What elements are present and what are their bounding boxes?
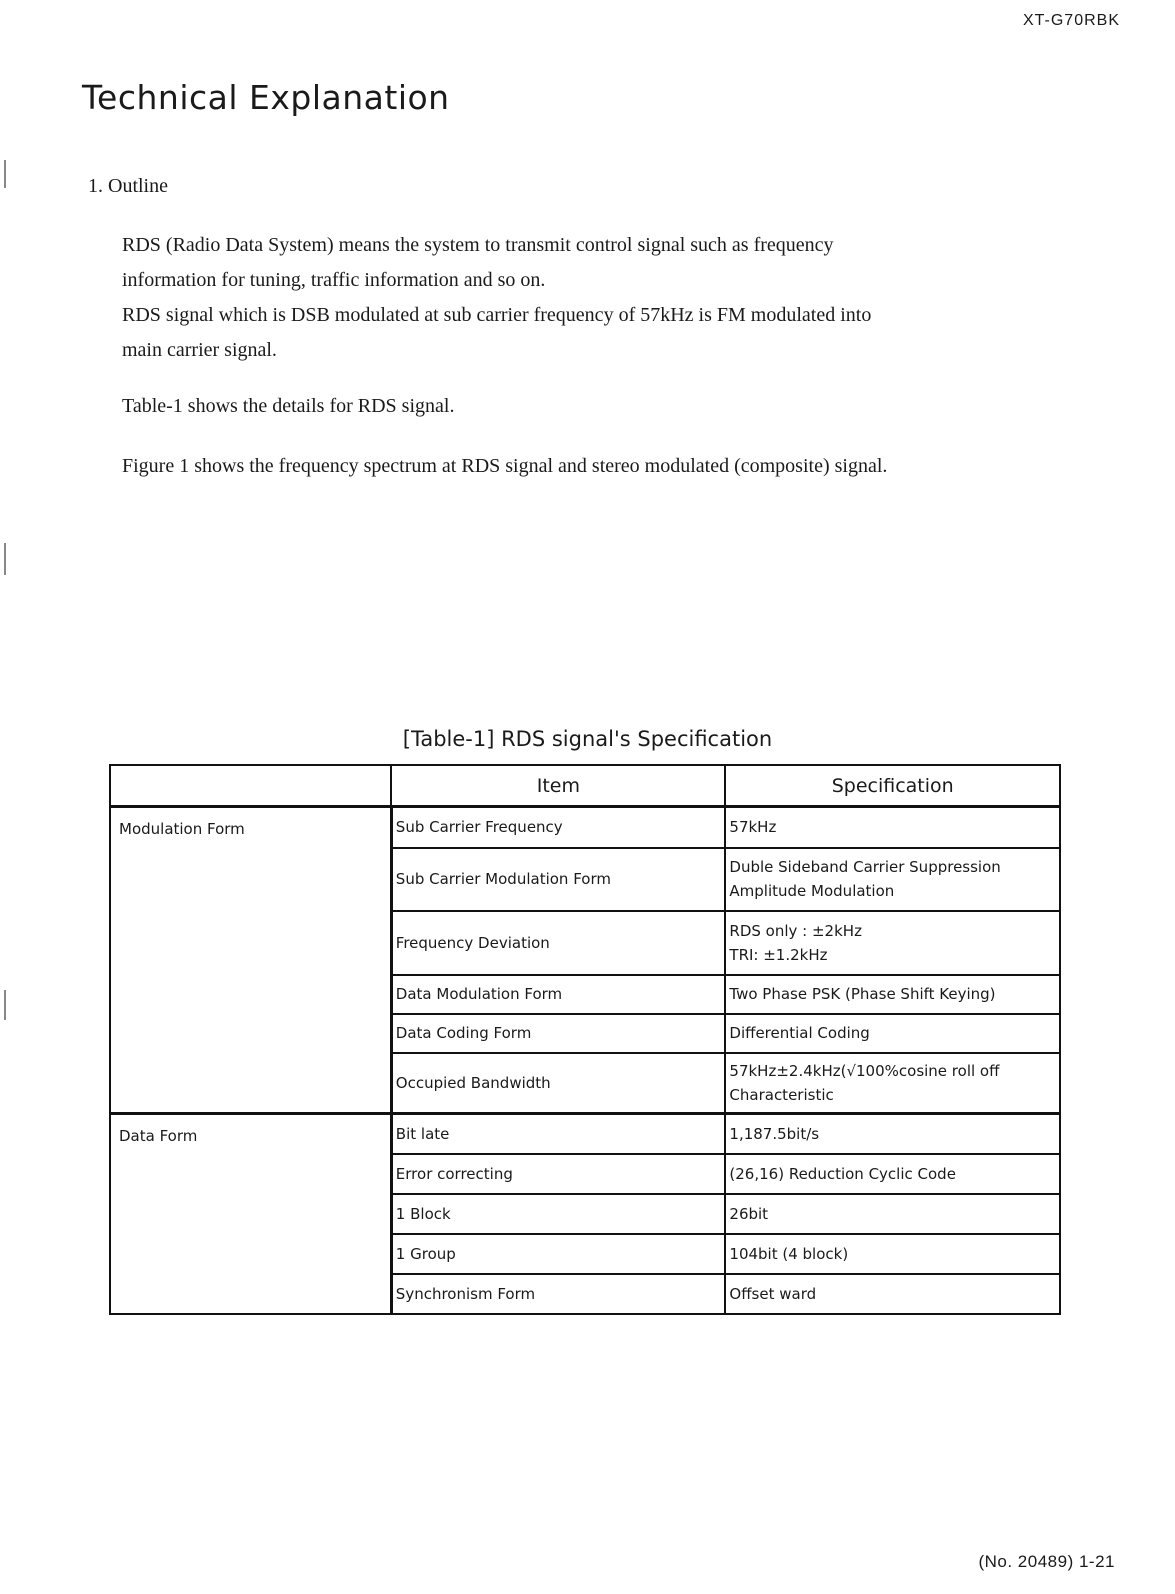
spec-cell <box>725 1053 1060 1114</box>
spec-cell <box>725 911 1060 975</box>
item-cell: Occupied Bandwidth <box>391 1053 725 1114</box>
spec-cell: (26,16) Reduction Cyclic Code <box>725 1154 1060 1194</box>
item-cell: 1 Block <box>391 1194 725 1234</box>
table-row <box>110 1114 1060 1154</box>
spec-cell <box>725 848 1060 911</box>
model-number: XT-G70RBK <box>1022 12 1120 29</box>
table-reference-paragraph: Table-1 shows the details for RDS signal. <box>122 395 455 417</box>
section-heading: 1. Outline <box>88 175 168 197</box>
spec-line: TRI: ±1.2kHz <box>729 945 828 964</box>
spec-cell: 26bit <box>725 1194 1060 1234</box>
outline-paragraph <box>122 228 1052 368</box>
item-cell: Sub Carrier Frequency <box>391 807 725 848</box>
spec-cell: 104bit (4 block) <box>725 1234 1060 1274</box>
spec-cell: 1,187.5bit/s <box>725 1114 1060 1154</box>
paragraph-line: RDS (Radio Data System) means the system to transmit control signal such as frequency <box>122 234 834 256</box>
table-caption: [Table-1] RDS signal's Specification <box>402 727 773 751</box>
page-title: Technical Explanation <box>82 78 450 117</box>
figure-reference-paragraph: Figure 1 shows the frequency spectrum at RDS signal and stereo modulated (composite) signal. <box>122 455 888 477</box>
table-header-row <box>110 765 1060 807</box>
scan-margin-mark <box>4 990 6 1020</box>
item-cell: Bit late <box>391 1114 725 1154</box>
item-cell: Sub Carrier Modulation Form <box>391 848 725 911</box>
spec-cell: 57kHz <box>725 807 1060 848</box>
rds-spec-table <box>109 764 1061 1315</box>
item-cell: Error correcting <box>391 1154 725 1194</box>
item-cell: Data Modulation Form <box>391 975 725 1014</box>
spec-cell: Offset ward <box>725 1274 1060 1314</box>
spec-line: Amplitude Modulation <box>729 882 895 900</box>
group-data-form: Data Form <box>110 1114 391 1314</box>
header-specification: Specification <box>725 765 1060 807</box>
group-modulation-form: Modulation Form <box>110 807 391 1114</box>
spec-line: 57kHz±2.4kHz(√100%cosine roll off <box>729 1061 1000 1080</box>
spec-cell: Two Phase PSK (Phase Shift Keying) <box>725 975 1060 1014</box>
spec-line: RDS only : ±2kHz <box>729 921 862 940</box>
paragraph-line: RDS signal which is DSB modulated at sub carrier frequency of 57kHz is FM modulated into <box>122 304 872 326</box>
item-cell: Frequency Deviation <box>391 911 725 975</box>
paragraph-line: main carrier signal. <box>122 339 277 361</box>
spec-line: Duble Sideband Carrier Suppression <box>729 858 1001 876</box>
table-row <box>110 807 1060 848</box>
item-cell: Data Coding Form <box>391 1014 725 1053</box>
spec-line: Characteristic <box>729 1085 834 1104</box>
scan-margin-mark <box>4 543 6 575</box>
paragraph-line: information for tuning, traffic information and so on. <box>122 269 546 291</box>
page-number: (No. 20489) 1-21 <box>978 1552 1115 1571</box>
header-item: Item <box>391 765 725 807</box>
spec-cell: Differential Coding <box>725 1014 1060 1053</box>
header-blank-cell <box>110 765 391 807</box>
scan-margin-mark <box>4 160 6 188</box>
item-cell: Synchronism Form <box>391 1274 725 1314</box>
item-cell: 1 Group <box>391 1234 725 1274</box>
